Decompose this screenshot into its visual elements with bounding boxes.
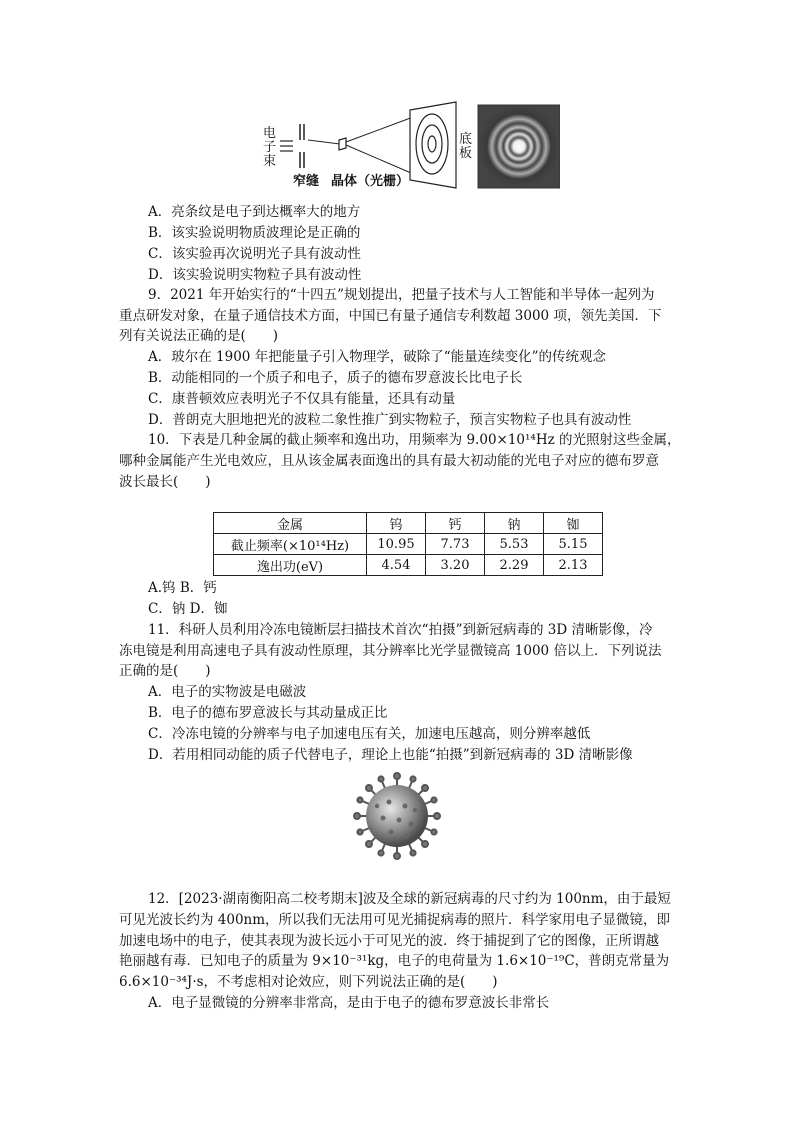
q11-stem-line: 正确的是( ) xyxy=(119,663,211,679)
q9-option-a: A．玻尔在 1900 年把能量子引入物理学，破除了“能量连续变化”的传统观念 xyxy=(148,349,606,365)
table-cell: 金属 xyxy=(214,513,367,534)
q8-option-d: D．该实验说明实物粒子具有波动性 xyxy=(148,267,362,283)
q9-option-c: C．康普顿效应表明光子不仅具有能量，还具有动量 xyxy=(148,391,456,407)
q11-stem-line: 冻电镜是利用高速电子具有波动性原理，其分辨率比光学显微镜高 1000 倍以上．下列说法 xyxy=(119,643,662,659)
table-row xyxy=(214,534,603,555)
coronavirus-image xyxy=(353,772,441,860)
table-cell: 2.13 xyxy=(544,555,603,576)
electron-diffraction-figure xyxy=(260,100,560,192)
screen-label: 底 板 xyxy=(459,132,473,161)
table-cell: 5.53 xyxy=(485,534,544,555)
metal-table xyxy=(213,512,603,576)
table-cell: 3.20 xyxy=(426,555,485,576)
q12-option-a: A．电子显微镜的分辨率非常高，是由于电子的德布罗意波长非常长 xyxy=(148,995,550,1011)
table-cell: 钠 xyxy=(485,513,544,534)
table-cell: 7.73 xyxy=(426,534,485,555)
q10-stem-line: 10．下表是几种金属的截止频率和逸出功，用频率为 9.00×10¹⁴Hz 的光照射这些金属， xyxy=(148,432,681,448)
table-cell: 截止频率(×10¹⁴Hz) xyxy=(214,534,367,555)
table-cell: 10.95 xyxy=(367,534,426,555)
table-row xyxy=(214,555,603,576)
q11-option-d: D．若用相同动能的质子代替电子，理论上也能“拍摄”到新冠病毒的 3D 清晰影像 xyxy=(148,747,633,763)
slit-caption: 窄缝 xyxy=(293,174,320,189)
q12-stem-line: 可见光波长约为 400nm，所以我们无法用可见光捕捉病毒的照片．科学家用电子显微镜，即 xyxy=(119,912,671,928)
q9-stem-line: 9．2021 年开始实行的“十四五”规划提出，把量子技术与人工智能和半导体一起列为 xyxy=(148,287,655,303)
q10-option-cd: C．钠 D．铷 xyxy=(148,601,228,617)
q11-option-c: C．冷冻电镜的分辨率与电子加速电压有关，加速电压越高，则分辨率越低 xyxy=(148,726,591,742)
q9-option-b: B．动能相同的一个质子和电子，质子的德布罗意波长比电子长 xyxy=(148,370,523,386)
q12-stem-line: 艳丽越有毒．已知电子的质量为 9×10⁻³¹kg，电子的电荷量为 1.6×10⁻¹⁹C，普朗克常量为 xyxy=(119,953,670,969)
q11-stem-line: 11．科研人员利用冷冻电镜断层扫描技术首次“拍摄”到新冠病毒的 3D 清晰影像，冷 xyxy=(148,622,653,638)
q9-stem-line: 重点研发对象，在量子通信技术方面，中国已有量子通信专利数超 3000 项，领先美国．下 xyxy=(119,308,662,324)
q12-stem-line: 12．[2023·湖南衡阳高二校考期末]波及全球的新冠病毒的尺寸约为 100nm，由于最短 xyxy=(148,891,671,907)
q12-stem-line: 加速电场中的电子，使其表现为波长远小于可见光的波．终于捕捉到了它的图像，正所谓越 xyxy=(119,933,659,949)
table-cell: 5.15 xyxy=(544,534,603,555)
q10-stem-line: 哪种金属能产生光电效应，且从该金属表面逸出的具有最大初动能的光电子对应的德布罗意 xyxy=(119,453,659,469)
q11-option-a: A．电子的实物波是电磁波 xyxy=(148,684,307,700)
q8-option-a: A．亮条纹是电子到达概率大的地方 xyxy=(148,204,361,220)
electron-beam-label: 电 子 束 xyxy=(263,126,277,169)
table-header-row xyxy=(214,513,603,534)
q8-option-b: B．该实验说明物质波理论是正确的 xyxy=(148,225,361,241)
q9-option-d: D．普朗克大胆地把光的波粒二象性推广到实物粒子，预言实物粒子也具有波动性 xyxy=(148,412,632,428)
crystal-caption: 晶体（光栅） xyxy=(331,174,410,189)
q11-option-b: B．电子的德布罗意波长与其动量成正比 xyxy=(148,705,388,721)
q8-option-c: C．该实验再次说明光子具有波动性 xyxy=(148,246,361,262)
table-cell: 2.29 xyxy=(485,555,544,576)
q10-stem-line: 波长最长( ) xyxy=(119,474,211,490)
table-cell: 铷 xyxy=(544,513,603,534)
table-cell: 逸出功(eV) xyxy=(214,555,367,576)
q9-stem-line: 列有关说法正确的是( ) xyxy=(119,328,279,344)
table-cell: 4.54 xyxy=(367,555,426,576)
table-cell: 钨 xyxy=(367,513,426,534)
table-cell: 钙 xyxy=(426,513,485,534)
q12-stem-line: 6.6×10⁻³⁴J·s，不考虑相对论效应，则下列说法正确的是( ) xyxy=(119,974,498,990)
q10-option-ab: A.钨 B．钙 xyxy=(148,580,217,596)
